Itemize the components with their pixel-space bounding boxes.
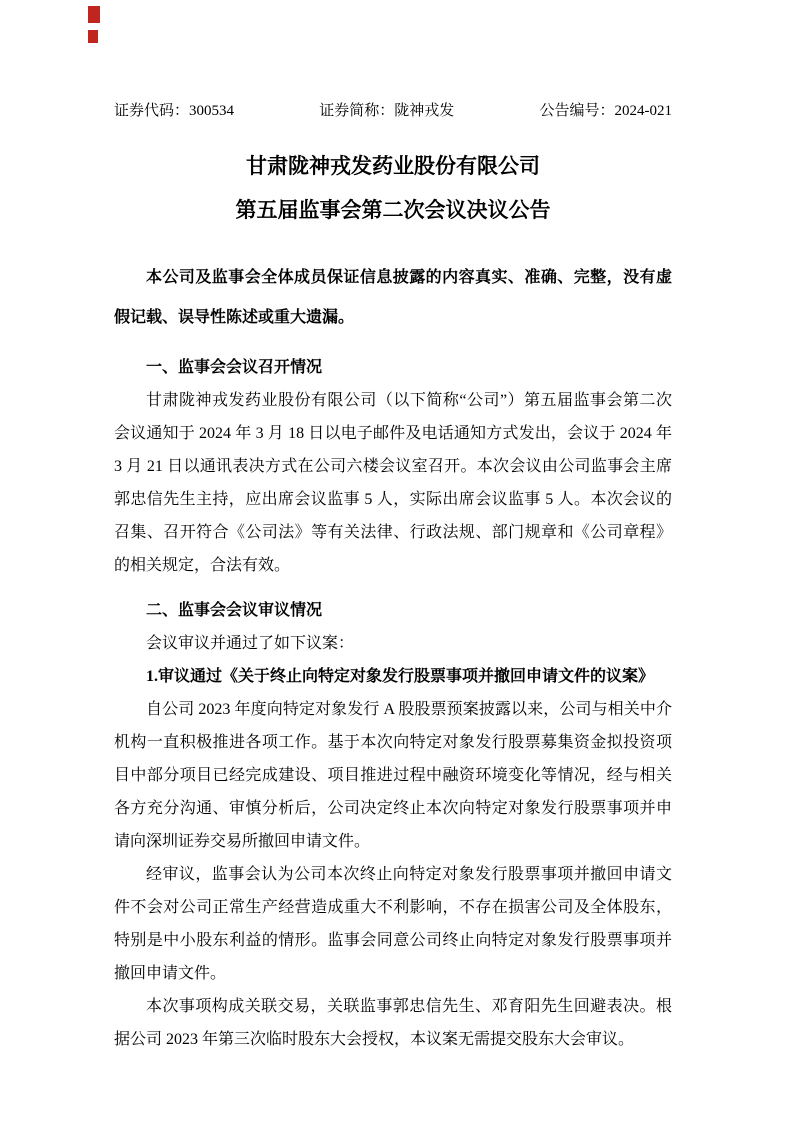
stock-code-label: 证券代码：300534 <box>114 103 235 119</box>
company-name-title: 甘肃陇神戎发药业股份有限公司 <box>246 154 540 178</box>
page-corner-marks <box>88 6 100 43</box>
stock-name-label: 证券简称：陇神戎发 <box>319 103 455 119</box>
section-2-intro-paragraph: 会议审议并通过了如下议案： <box>146 635 355 652</box>
red-mark-icon <box>88 6 100 23</box>
section-1-heading: 一、监事会会议召开情况 <box>146 359 323 376</box>
announcement-title: 第五届监事会第二次会议决议公告 <box>235 198 551 222</box>
announcement-number-label: 公告编号：2024-021 <box>539 103 672 119</box>
section-1-paragraph: 甘肃陇神戎发药业股份有限公司（以下简称“公司”）第五届监事会第二次会议通知于 2024 年 3 月 18 日以电子邮件及电话通知方式发出，会议于 2024 年 3 月 21 日以通讯表决方式在公司六楼会议室召开。本次会议由公司监事会主席郭忠信先生主持，应出席会议监事 5 人，实际出席会议监事 5 人。本次会议的召集、召开符合《公司法》等有关法律、行政法规、部门规章和《公司章程》的相关规定，合法有效。 <box>114 392 672 574</box>
proposal-paragraph-1: 自公司 2023 年度向特定对象发行 A 股股票预案披露以来，公司与相关中介机构一直积极推进各项工作。基于本次向特定对象发行股票募集资金拟投资项目中部分项目已经完成建设、项目推进过程中融资环境变化等情况，经与相关各方充分沟通、审慎分析后，公司决定终止本次向特定对象发行股票事项并申请向深圳证券交易所撤回申请文件。 <box>114 701 672 850</box>
proposal-paragraph-3: 本次事项构成关联交易，关联监事郭忠信先生、邓育阳先生回避表决。根据公司 2023 年第三次临时股东大会授权，本议案无需提交股东大会审议。 <box>114 998 672 1048</box>
proposal-paragraph-2: 经审议，监事会认为公司本次终止向特定对象发行股票事项并撤回申请文件不会对公司正常生产经营造成重大不利影响，不存在损害公司及全体股东，特别是中小股东利益的情形。监事会同意公司终止向特定对象发行股票事项并撤回申请文件。 <box>114 866 672 982</box>
red-mark-icon <box>88 30 98 43</box>
document-header <box>114 100 672 122</box>
section-2-heading: 二、监事会会议审议情况 <box>146 602 323 619</box>
proposal-title: 1.审议通过《关于终止向特定对象发行股票事项并撤回申请文件的议案》 <box>146 668 655 685</box>
disclaimer-statement: 本公司及监事会全体成员保证信息披露的内容真实、准确、完整，没有虚假记载、误导性陈述或重大遗漏。 <box>114 269 672 326</box>
title-block <box>114 144 672 232</box>
